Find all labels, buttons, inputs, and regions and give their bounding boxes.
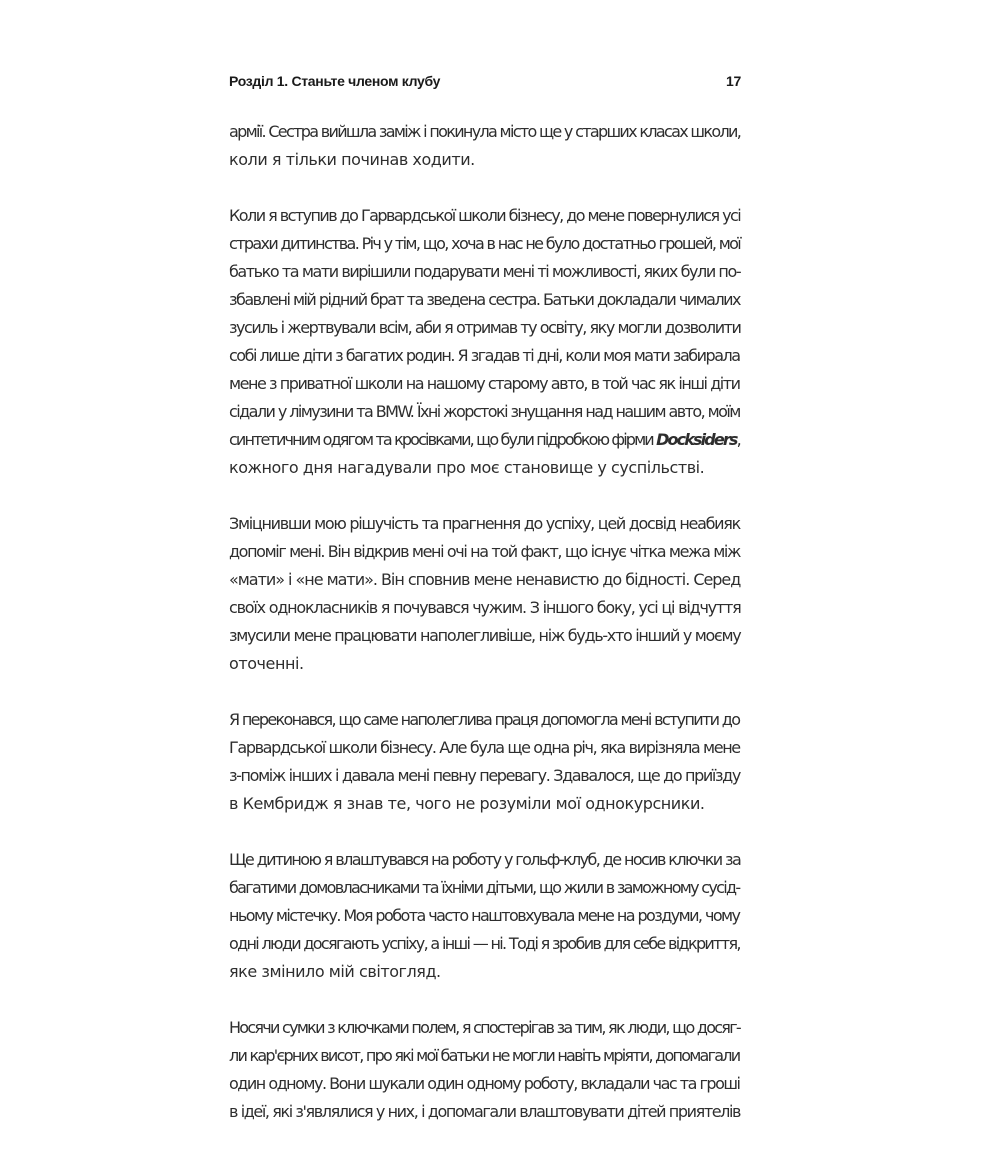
text-line: батько та мати вирішили подарувати мені ті можливості, яких були по- — [229, 262, 741, 281]
page-number: 17 — [726, 73, 741, 89]
text-line: допоміг мені. Він відкрив мені очі на той факт, що існує чітка межа між — [229, 542, 741, 561]
text-line: Я переконався, що саме наполеглива праця допомогла мені вступити до — [229, 710, 740, 729]
text-line: страхи дитинства. Річ у тім, що, хоча в нас не було достатньо грошей, мої — [229, 234, 741, 253]
chapter-title: Розділ 1. Станьте членом клубу — [229, 73, 441, 89]
text-line: один одному. Вони шукали один одному роботу, вкладали час та гроші — [229, 1074, 740, 1093]
text-line: з-поміж інших і давала мені певну перевагу. Здавалося, ще до приїзду — [229, 766, 740, 785]
paragraph — [229, 202, 741, 482]
text-line-start: синтетичним одягом та кросівками, що були підробкою фірми — [229, 430, 657, 449]
running-head — [229, 73, 741, 97]
text-line: армії. Сестра вийшла заміж і покинула місто ще у старших класах школи, — [229, 122, 741, 141]
text-line: ньому містечку. Моя робота часто наштовхувала мене на роздуми, чому — [229, 906, 740, 925]
text-line: багатими домовласниками та їхніми дітьми, що жили в заможному сусід- — [229, 878, 740, 897]
text-line: «мати» і «не мати». Він сповнив мене ненавистю до бідності. Серед — [229, 570, 741, 589]
text-line: сідали у лімузини та BMW. Їхні жорстокі знущання над нашим авто, моїм — [229, 402, 740, 421]
text-line: яке змінило мій світогляд. — [229, 962, 441, 981]
text-line: одні люди досягають успіху, а інші — ні. Тоді я зробив для себе відкриття, — [229, 934, 740, 953]
paragraph — [229, 510, 741, 678]
text-line: оточенні. — [229, 654, 304, 673]
paragraph — [229, 846, 741, 986]
text-line: коли я тільки починав ходити. — [229, 150, 475, 169]
text-line: зусиль і жертвували всім, аби я отримав ту освіту, яку могли дозволити — [229, 318, 741, 337]
paragraph — [229, 118, 741, 174]
text-line: ли кар'єрних висот, про які мої батьки не могли навіть мріяти, допомагали — [229, 1046, 740, 1065]
text-line: мене з приватної школи на нашому старому авто, в той час як інші діти — [229, 374, 740, 393]
brand-name: Docksiders — [656, 430, 737, 449]
text-line: Зміцнивши мою рішучість та прагнення до успіху, цей досвід неабияк — [229, 514, 740, 533]
text-line: Ще дитиною я влаштувався на роботу у гольф-клуб, де носив ключки за — [229, 850, 741, 869]
text-line: в ідеї, які з'являлися у них, і допомагали влаштовувати дітей приятелів — [229, 1102, 741, 1121]
text-line: кожного дня нагадували про моє становище у суспільстві. — [229, 458, 705, 477]
paragraph — [229, 1014, 741, 1126]
text-line: Коли я вступив до Гарвардської школи бізнесу, до мене повернулися усі — [229, 206, 741, 225]
body-text — [229, 118, 741, 1154]
text-line: збавлені мій рідний брат та зведена сестра. Батьки докладали чималих — [229, 290, 740, 309]
paragraph — [229, 706, 741, 818]
text-line: Гарвардської школи бізнесу. Але була ще одна річ, яка вирізняла мене — [229, 738, 740, 757]
text-line: Носячи сумки з ключками полем, я спостерігав за тим, як люди, що досяг- — [229, 1018, 740, 1037]
brand-suffix: , — [736, 430, 740, 449]
text-line: в Кембридж я знав те, чого не розуміли мої однокурсники. — [229, 794, 705, 813]
text-line: змусили мене працювати наполегливіше, ніж будь-хто інший у моєму — [229, 626, 741, 645]
text-line: собі лише діти з багатих родин. Я згадав ті дні, коли моя мати забирала — [229, 346, 740, 365]
text-line: своїх однокласників я почувався чужим. З іншого боку, усі ці відчуття — [229, 598, 741, 617]
text-line — [229, 426, 741, 454]
